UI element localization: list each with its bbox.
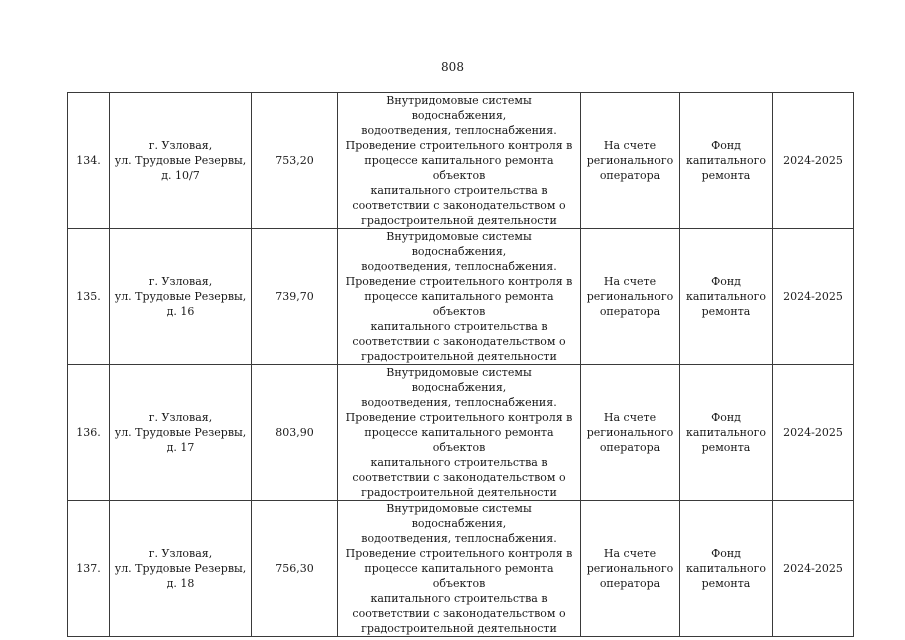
value-cell: 753,20: [252, 93, 338, 229]
funding-source-cell-line: Фонд: [711, 275, 741, 288]
work-description-cell-line: градостроительной деятельности: [361, 350, 557, 363]
value-cell: 739,70: [252, 229, 338, 365]
work-description-cell-line: процессе капитального ремонта объектов: [364, 426, 554, 454]
work-description-cell-line: водоотведения, теплоснабжения.: [361, 396, 557, 409]
address-cell: [110, 501, 252, 637]
work-description-cell-line: процессе капитального ремонта объектов: [364, 290, 554, 318]
work-description-cell-line: капитального строительства в: [370, 592, 548, 605]
account-cell-line: оператора: [599, 305, 661, 318]
address-cell-line: д. 17: [166, 441, 195, 454]
work-description-cell-line: водоотведения, теплоснабжения.: [361, 260, 557, 273]
funding-source-cell: [680, 501, 773, 637]
funding-source-cell-line: Фонд: [711, 139, 741, 152]
funding-source-cell-line: капитального: [685, 562, 767, 575]
address-cell-line: г. Узловая,: [148, 139, 213, 152]
period-cell: 2024-2025: [773, 229, 854, 365]
work-description-cell: [338, 365, 581, 501]
funding-source-cell-line: ремонта: [701, 169, 751, 182]
account-cell-line: На счете: [603, 139, 657, 152]
value-cell: 756,30: [252, 501, 338, 637]
account-cell-line: На счете: [603, 275, 657, 288]
work-description-cell-line: водоотведения, теплоснабжения.: [361, 124, 557, 137]
work-description-cell-line: градостроительной деятельности: [361, 486, 557, 499]
work-description-cell-line: градостроительной деятельности: [361, 622, 557, 635]
account-cell: [581, 501, 680, 637]
work-description-cell: [338, 93, 581, 229]
funding-source-cell-line: ремонта: [701, 577, 751, 590]
table-row: [68, 501, 854, 637]
account-cell: [581, 229, 680, 365]
work-description-cell-line: капитального строительства в: [370, 456, 548, 469]
work-description-cell-line: соответствии с законодательством о: [352, 199, 566, 212]
address-cell-line: г. Узловая,: [148, 275, 213, 288]
row-number-cell: 134.: [68, 93, 110, 229]
address-cell: [110, 93, 252, 229]
account-cell-line: На счете: [603, 411, 657, 424]
work-description-cell-line: соответствии с законодательством о: [352, 335, 566, 348]
account-cell-line: оператора: [599, 577, 661, 590]
value-cell: 803,90: [252, 365, 338, 501]
work-description-cell-line: капитального строительства в: [370, 320, 548, 333]
table-row: [68, 365, 854, 501]
work-description-cell-line: Внутридомовые системы водоснабжения,: [386, 230, 532, 258]
capital-repair-table: [67, 92, 854, 637]
table-row: [68, 93, 854, 229]
funding-source-cell: [680, 365, 773, 501]
address-cell: [110, 365, 252, 501]
funding-source-cell: [680, 229, 773, 365]
work-description-cell-line: соответствии с законодательством о: [352, 471, 566, 484]
address-cell: [110, 229, 252, 365]
address-cell-line: ул. Трудовые Резервы,: [114, 290, 247, 303]
account-cell-line: регионального: [586, 426, 674, 439]
work-description-cell-line: Внутридомовые системы водоснабжения,: [386, 366, 532, 394]
account-cell-line: оператора: [599, 441, 661, 454]
page-number: 808: [441, 60, 464, 74]
work-description-cell-line: водоотведения, теплоснабжения.: [361, 532, 557, 545]
period-cell: 2024-2025: [773, 501, 854, 637]
funding-source-cell-line: Фонд: [711, 411, 741, 424]
work-description-cell-line: процессе капитального ремонта объектов: [364, 562, 554, 590]
work-description-cell-line: Внутридомовые системы водоснабжения,: [386, 502, 532, 530]
account-cell-line: регионального: [586, 154, 674, 167]
address-cell-line: ул. Трудовые Резервы,: [114, 562, 247, 575]
work-description-cell-line: Проведение строительного контроля в: [345, 139, 573, 152]
work-description-cell-line: Проведение строительного контроля в: [345, 547, 573, 560]
account-cell-line: На счете: [603, 547, 657, 560]
funding-source-cell-line: капитального: [685, 154, 767, 167]
account-cell: [581, 365, 680, 501]
account-cell-line: регионального: [586, 290, 674, 303]
funding-source-cell: [680, 93, 773, 229]
funding-source-cell-line: ремонта: [701, 305, 751, 318]
work-description-cell-line: Внутридомовые системы водоснабжения,: [386, 94, 532, 122]
period-cell: 2024-2025: [773, 93, 854, 229]
address-cell-line: д. 16: [166, 305, 195, 318]
row-number-cell: 135.: [68, 229, 110, 365]
work-description-cell-line: Проведение строительного контроля в: [345, 411, 573, 424]
work-description-cell-line: Проведение строительного контроля в: [345, 275, 573, 288]
address-cell-line: г. Узловая,: [148, 411, 213, 424]
work-description-cell-line: градостроительной деятельности: [361, 214, 557, 227]
row-number-cell: 137.: [68, 501, 110, 637]
period-cell: 2024-2025: [773, 365, 854, 501]
table-row: [68, 229, 854, 365]
account-cell: [581, 93, 680, 229]
work-description-cell-line: капитального строительства в: [370, 184, 548, 197]
funding-source-cell-line: Фонд: [711, 547, 741, 560]
table-body: [68, 93, 854, 637]
work-description-cell-line: процессе капитального ремонта объектов: [364, 154, 554, 182]
address-cell-line: ул. Трудовые Резервы,: [114, 154, 247, 167]
work-description-cell: [338, 501, 581, 637]
funding-source-cell-line: капитального: [685, 290, 767, 303]
address-cell-line: ул. Трудовые Резервы,: [114, 426, 247, 439]
row-number-cell: 136.: [68, 365, 110, 501]
address-cell-line: д. 18: [166, 577, 195, 590]
work-description-cell: [338, 229, 581, 365]
address-cell-line: д. 10/7: [161, 169, 200, 182]
address-cell-line: г. Узловая,: [148, 547, 213, 560]
account-cell-line: оператора: [599, 169, 661, 182]
funding-source-cell-line: ремонта: [701, 441, 751, 454]
work-description-cell-line: соответствии с законодательством о: [352, 607, 566, 620]
funding-source-cell-line: капитального: [685, 426, 767, 439]
account-cell-line: регионального: [586, 562, 674, 575]
